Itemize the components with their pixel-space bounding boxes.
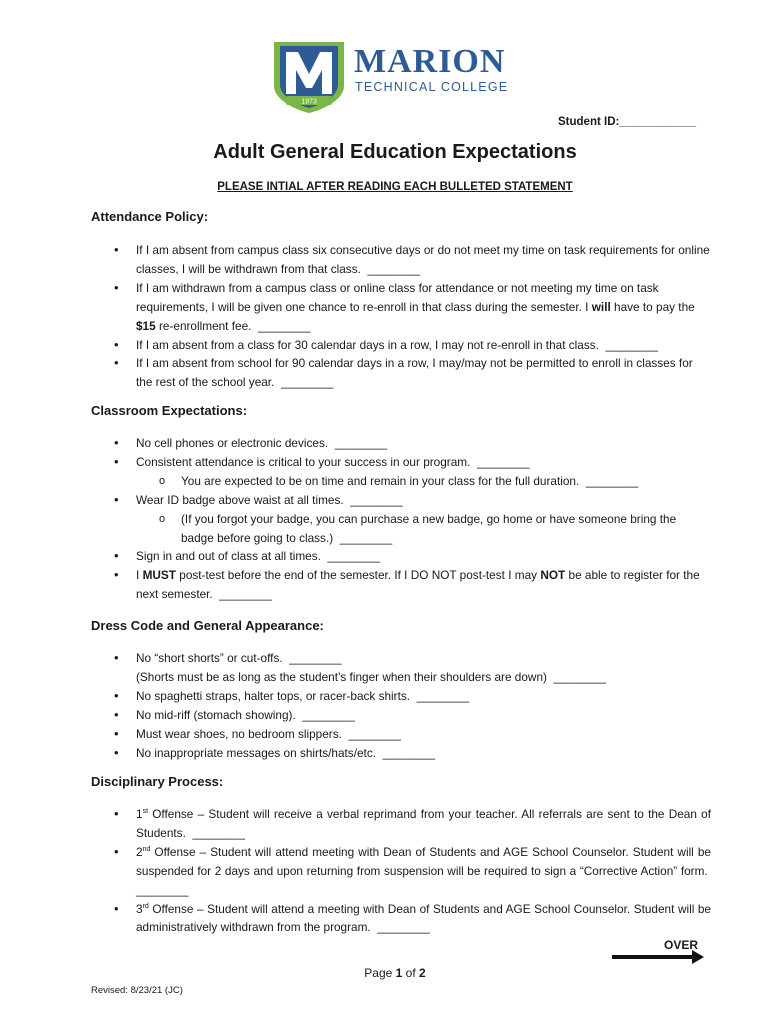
revision-note: Revised: 8/23/21 (JC) <box>91 985 183 996</box>
initial-blank: ________ <box>302 707 355 722</box>
sub-list-item: o (If you forgot your badge, you can purchase a new badge, go home or have someone bring the badge before going to class.) ________ <box>91 510 711 548</box>
list-item: • Sign in and out of class at all times. ________ <box>91 547 711 566</box>
initial-blank: ________ <box>416 688 470 703</box>
list-item: • 2nd Offense – Student will attend meeting with Dean of Students and AGE School Counselor. Student will be suspended for 2 days and upon returning from suspension will be required to sign a “Corrective Action” form. ________ <box>91 843 711 900</box>
list-item: • 3rd Offense – Student will attend a meeting with Dean of Students and AGE School Counselor. Student will be administratively withdrawn from the program. ________ <box>91 900 711 938</box>
list-item: • Consistent attendance is critical to your success in our program. ________ <box>91 453 711 472</box>
initial-blank: ________ <box>605 337 658 352</box>
list-item: • If I am absent from a class for 30 calendar days in a row, I may not re-enroll in that class. ________ <box>91 336 711 355</box>
sub-list-item: o You are expected to be on time and remain in your class for the full duration. ________ <box>91 472 711 491</box>
initial-blank: ________ <box>367 261 420 276</box>
initial-blank: ________ <box>327 549 380 564</box>
list-item: • If I am absent from school for 90 calendar days in a row, I may/may not be permitted to enroll in classes for the rest of the school year. ________ <box>91 354 711 392</box>
section-heading: Dress Code and General Appearance: <box>91 618 324 633</box>
list-item: • I MUST post-test before the end of the semester. If I DO NOT post-test I may NOT be able to register for the next semester. ________ <box>91 566 711 604</box>
initial-blank: ________ <box>476 454 530 469</box>
list-item: • No “short shorts” or cut-offs. ________ (Shorts must be as long as the student’s finger when their shoulders are down) ________ <box>91 649 711 687</box>
initial-blank: ________ <box>339 530 393 545</box>
initial-blank: ________ <box>382 745 436 760</box>
section-heading: Classroom Expectations: <box>91 403 248 418</box>
disciplinary-list <box>91 805 711 937</box>
classroom-list <box>91 434 711 604</box>
arrow-right-icon <box>612 949 704 965</box>
list-item: • No spaghetti straps, halter tops, or racer-back shirts. ________ <box>91 687 711 706</box>
list-item: • Must wear shoes, no bedroom slippers. ________ <box>91 725 711 744</box>
student-id-field: Student ID:____________ <box>558 116 697 128</box>
list-item: • No cell phones or electronic devices. ________ <box>91 434 711 453</box>
logo-subtitle: TECHNICAL COLLEGE <box>355 80 509 94</box>
initial-blank: ________ <box>377 920 430 935</box>
classroom-section <box>91 403 711 604</box>
dress-code-section <box>91 618 711 762</box>
page-number: Page 1 of 2 <box>364 966 426 980</box>
list-item: • No mid-riff (stomach showing). ________ <box>91 706 711 725</box>
initial-blank: ________ <box>136 882 189 897</box>
initial-blank: ________ <box>553 669 606 684</box>
initial-blank: ________ <box>289 651 342 665</box>
initial-blank: ________ <box>348 726 401 741</box>
attendance-list <box>91 241 711 392</box>
logo-year: 1973 <box>301 98 317 106</box>
logo-name: MARION <box>354 43 506 80</box>
disciplinary-section <box>91 774 711 937</box>
list-item: • No inappropriate messages on shirts/hats/etc. ________ <box>91 744 711 763</box>
list-item: • Wear ID badge above waist at all times. ________ <box>91 491 711 510</box>
list-item: • If I am withdrawn from a campus class or online class for attendance or not meeting my time on task requirements, I will be given one chance to re-enroll in that class during the semester. I will have to pay the $15 re-enrollment fee. ________ <box>91 279 711 336</box>
initial-blank: ________ <box>219 587 272 602</box>
college-logo <box>272 40 512 114</box>
initial-blank: ________ <box>350 492 403 507</box>
section-heading: Disciplinary Process: <box>91 774 224 789</box>
initial-blank: ________ <box>192 825 245 840</box>
list-item: • If I am absent from campus class six consecutive days or do not meet my time on task requirements for online classes, I will be withdrawn from that class. ________ <box>91 241 711 279</box>
shield-crest-icon <box>272 40 346 114</box>
dress-code-list <box>91 649 711 762</box>
document-instruction: PLEASE INTIAL AFTER READING EACH BULLETED STATEMENT <box>217 181 573 193</box>
document-title: Adult General Education Expectations <box>213 141 577 163</box>
initial-blank: ________ <box>334 436 388 450</box>
initial-blank: ________ <box>257 318 311 333</box>
over-label: OVER <box>663 938 698 952</box>
initial-blank: ________ <box>585 473 639 488</box>
initial-blank: ________ <box>280 375 334 390</box>
list-item: • 1st Offense – Student will receive a verbal reprimand from your teacher. All referrals are sent to the Dean of Students. ________ <box>91 805 711 843</box>
section-heading: Attendance Policy: <box>91 209 209 224</box>
attendance-section <box>91 209 711 392</box>
